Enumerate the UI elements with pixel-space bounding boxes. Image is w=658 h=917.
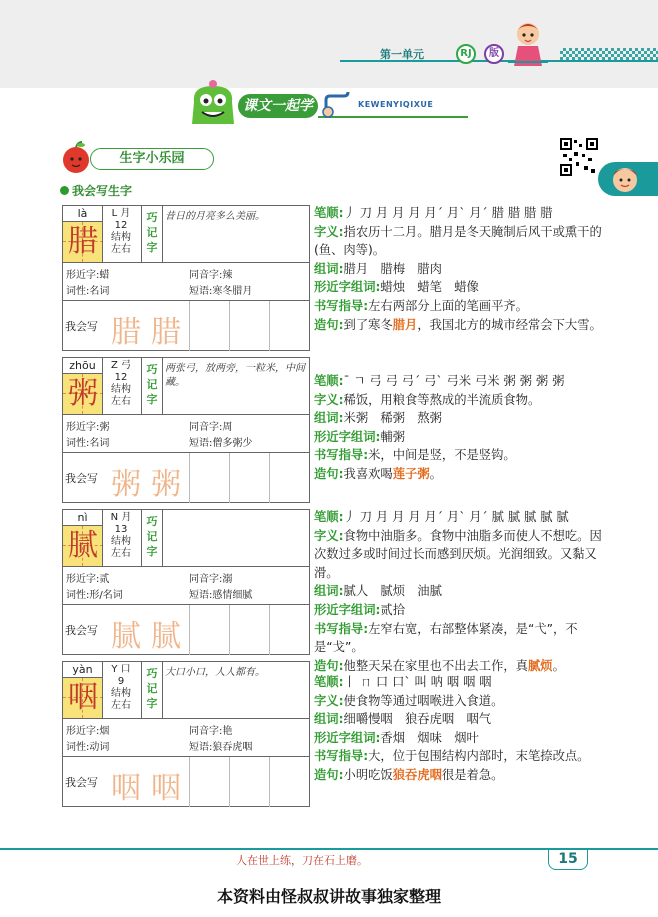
mascot-face-icon bbox=[610, 164, 640, 194]
similar-char: 形近字:烟 bbox=[66, 726, 110, 737]
phrase: 短语:僧多粥少 bbox=[189, 438, 253, 449]
edition-badge-rj: RJ bbox=[456, 44, 476, 64]
sentence-post: 很是着急。 bbox=[441, 767, 504, 782]
words-label: 组词: bbox=[314, 712, 344, 727]
words: 米粥 稀粥 熬粥 bbox=[343, 411, 442, 426]
structure-label: 结构 bbox=[111, 536, 131, 547]
mnemonic-label: 巧记字 bbox=[141, 510, 163, 566]
meaning-label: 字义: bbox=[314, 528, 344, 543]
writing-guide: 米，中间是竖，不是竖钩。 bbox=[368, 448, 516, 463]
structure-type: 左右 bbox=[111, 244, 131, 255]
stroke-count: 9 bbox=[117, 676, 125, 687]
sentence-highlight: 莲子粥 bbox=[392, 466, 430, 481]
green-monster-icon bbox=[188, 80, 238, 130]
edition-badge-ban: 版 bbox=[484, 44, 504, 64]
character-info bbox=[103, 662, 139, 718]
similar-words: 蜡烛 蜡笔 蜡像 bbox=[380, 280, 479, 295]
character-card bbox=[62, 205, 310, 351]
stroke-order: 丿 刀 月 月 月 月ˊ 月ˋ 月ˊ 腻 腻 腻 腻 腻 bbox=[343, 510, 569, 524]
words: 腻人 腻烦 油腻 bbox=[343, 584, 442, 599]
structure-type: 左右 bbox=[111, 700, 131, 711]
subsection-title: 我会写生字 bbox=[60, 182, 132, 199]
character: 粥 bbox=[68, 376, 98, 411]
character-explanation bbox=[314, 673, 604, 785]
similar-words: 香烟 烟味 烟叶 bbox=[380, 730, 479, 745]
similar-char: 形近字:贰 bbox=[66, 574, 110, 585]
practice-cell[interactable] bbox=[189, 453, 229, 503]
character-explanation bbox=[314, 204, 604, 334]
similar-char: 形近字:蜡 bbox=[66, 270, 110, 281]
character-info bbox=[103, 206, 139, 262]
trace-character: 咽 bbox=[151, 771, 181, 806]
pinyin: yàn bbox=[63, 662, 103, 678]
footer-proverb: 人在世上练，刀在石上磨。 bbox=[236, 854, 368, 867]
character-box bbox=[63, 526, 103, 566]
example-sentence-label: 造句: bbox=[314, 658, 344, 673]
header-band bbox=[0, 0, 658, 88]
practice-cell[interactable] bbox=[229, 605, 269, 655]
homophone: 同音字:艳 bbox=[189, 726, 233, 737]
unit-label: 第一单元 bbox=[380, 48, 424, 61]
related-info bbox=[63, 718, 309, 756]
banner-title: 课文一起学 bbox=[238, 94, 318, 118]
sentence-highlight: 腊月 bbox=[392, 317, 418, 332]
mnemonic-label: 巧记字 bbox=[141, 662, 163, 718]
stroke-order-label: 笔顺: bbox=[314, 510, 344, 524]
practice-cell[interactable] bbox=[269, 301, 309, 351]
mnemonic-label: 巧记字 bbox=[141, 206, 163, 262]
lesson-banner bbox=[188, 80, 472, 130]
meaning-label: 字义: bbox=[314, 224, 344, 239]
writing-guide-label: 书写指导: bbox=[314, 749, 369, 764]
trace-character: 粥 bbox=[111, 467, 141, 502]
meaning: 使食物等通过咽喉进入食道。 bbox=[343, 693, 504, 708]
structure-label: 结构 bbox=[111, 688, 131, 699]
words: 细嚼慢咽 狼吞虎咽 咽气 bbox=[343, 712, 492, 727]
trace-character: 腊 bbox=[151, 315, 181, 350]
character-info bbox=[103, 510, 139, 566]
related-info bbox=[63, 262, 309, 300]
meaning-label: 字义: bbox=[314, 392, 344, 407]
part-of-speech: 词性:名词 bbox=[66, 438, 110, 449]
related-info bbox=[63, 414, 309, 452]
banner-right-strip bbox=[318, 94, 468, 118]
character: 咽 bbox=[68, 680, 98, 715]
sentence-highlight: 狼吞虎咽 bbox=[392, 767, 442, 782]
similar-words-label: 形近字组词: bbox=[314, 602, 381, 617]
banner-subtitle: KEWENYIQIXUE bbox=[358, 100, 434, 109]
meaning: 稀饭，用粮食等熬成的半流质食物。 bbox=[343, 392, 541, 407]
writing-guide-label: 书写指导: bbox=[314, 621, 369, 636]
apple-kid-icon bbox=[60, 140, 92, 176]
stroke-count: 13 bbox=[114, 524, 128, 535]
part-of-speech: 词性:形/名词 bbox=[66, 590, 123, 601]
bullet-dot-icon bbox=[60, 186, 69, 195]
structure-label: 结构 bbox=[111, 232, 131, 243]
character-info bbox=[103, 358, 139, 414]
sentence-pre: 到了寒冬 bbox=[343, 317, 393, 332]
character-card bbox=[62, 357, 310, 503]
practice-label: 我会写 bbox=[65, 624, 98, 637]
stroke-order-label: 笔顺: bbox=[314, 675, 344, 689]
related-info bbox=[63, 566, 309, 604]
words-label: 组词: bbox=[314, 261, 344, 276]
similar-words-label: 形近字组词: bbox=[314, 730, 381, 745]
radical: L 月 bbox=[111, 208, 131, 219]
character-box bbox=[63, 678, 103, 718]
phrase: 短语:感情细腻 bbox=[189, 590, 253, 601]
sentence-pre: 他整天呆在家里也不出去工作，真 bbox=[343, 658, 528, 673]
pinyin: là bbox=[63, 206, 103, 222]
header-checker-pattern bbox=[560, 48, 658, 62]
practice-cell[interactable] bbox=[189, 605, 229, 655]
practice-area bbox=[63, 756, 309, 806]
similar-char: 形近字:粥 bbox=[66, 422, 110, 433]
trace-character: 腻 bbox=[111, 619, 141, 654]
section-title: 生字小乐园 bbox=[90, 148, 214, 170]
page-number: 15 bbox=[548, 848, 588, 870]
character-box bbox=[63, 222, 103, 262]
similar-words-label: 形近字组词: bbox=[314, 429, 381, 444]
writing-guide-label: 书写指导: bbox=[314, 448, 369, 463]
girl-mascot-icon bbox=[506, 18, 550, 68]
sentence-post: ，我国北方的城市经常会下大雪。 bbox=[417, 317, 602, 332]
practice-cell[interactable] bbox=[229, 757, 269, 807]
sentence-pre: 我喜欢喝 bbox=[343, 466, 393, 481]
practice-label: 我会写 bbox=[65, 776, 98, 789]
similar-words: 贰拾 bbox=[380, 602, 406, 617]
stroke-order: 丿 刀 月 月 月 月ˊ 月ˋ 月ˊ 腊 腊 腊 腊 bbox=[343, 206, 553, 220]
credit-line: 本资料由怪叔叔讲故事独家整理 bbox=[216, 887, 441, 906]
character: 腻 bbox=[68, 528, 98, 563]
practice-cell[interactable] bbox=[229, 301, 269, 351]
sentence-pre: 小明吃饭 bbox=[343, 767, 393, 782]
mnemonic-text: 大口小口，人人都有。 bbox=[165, 667, 265, 678]
qr-code-icon[interactable] bbox=[560, 138, 598, 176]
pointing-hand-icon bbox=[320, 84, 354, 118]
sentence-highlight: 腻烦 bbox=[527, 658, 553, 673]
character-card bbox=[62, 661, 310, 807]
structure-label: 结构 bbox=[111, 384, 131, 395]
practice-cell[interactable] bbox=[269, 453, 309, 503]
trace-character: 咽 bbox=[111, 771, 141, 806]
practice-label: 我会写 bbox=[65, 320, 98, 333]
practice-cell[interactable] bbox=[229, 453, 269, 503]
writing-guide: 大，位于包围结构内部时，末笔捺改点。 bbox=[368, 749, 590, 764]
trace-character: 腊 bbox=[111, 315, 141, 350]
pinyin: zhōu bbox=[63, 358, 103, 374]
example-sentence-label: 造句: bbox=[314, 317, 344, 332]
part-of-speech: 词性:动词 bbox=[66, 742, 110, 753]
homophone: 同音字:溺 bbox=[189, 574, 233, 585]
stroke-order: 丨 ㄇ 口 口ˋ 叫 呐 咽 咽 咽 bbox=[343, 675, 492, 689]
radical: Y 口 bbox=[111, 664, 131, 675]
meaning: 食物中油脂多。食物中油脂多而使人不想吃。因次数过多或时间过长而感到厌烦。光润细致。又黏又滑。 bbox=[314, 528, 602, 580]
radical: Z 弓 bbox=[110, 360, 132, 371]
mnemonic-text bbox=[165, 514, 309, 564]
phrase: 短语:狼吞虎咽 bbox=[189, 742, 253, 753]
character-explanation bbox=[314, 372, 604, 484]
practice-label: 我会写 bbox=[65, 472, 98, 485]
words: 腊月 腊梅 腊肉 bbox=[343, 261, 442, 276]
stroke-order-label: 笔顺: bbox=[314, 374, 344, 388]
trace-character: 腻 bbox=[151, 619, 181, 654]
meaning: 指农历十二月。腊月是冬天腌制后风干或熏干的(鱼、肉等)。 bbox=[314, 224, 602, 258]
sentence-post: 。 bbox=[552, 658, 565, 673]
pinyin: nì bbox=[63, 510, 103, 526]
homophone: 同音字:周 bbox=[189, 422, 233, 433]
writing-guide-label: 书写指导: bbox=[314, 298, 369, 313]
mnemonic-text: 两张弓，放两旁，一粒米，中间藏。 bbox=[165, 363, 305, 388]
practice-cell[interactable] bbox=[269, 605, 309, 655]
example-sentence-label: 造句: bbox=[314, 466, 344, 481]
practice-cell[interactable] bbox=[269, 757, 309, 807]
phrase: 短语:寒冬腊月 bbox=[189, 286, 253, 297]
words-label: 组词: bbox=[314, 584, 344, 599]
stroke-count: 12 bbox=[114, 372, 128, 383]
sentence-post: 。 bbox=[429, 466, 442, 481]
character-card bbox=[62, 509, 310, 655]
words-label: 组词: bbox=[314, 411, 344, 426]
similar-words: 輔粥 bbox=[380, 429, 406, 444]
stroke-count: 12 bbox=[114, 220, 128, 231]
meaning-label: 字义: bbox=[314, 693, 344, 708]
writing-guide: 左右两部分上面的笔画平齐。 bbox=[368, 298, 528, 313]
radical: N 月 bbox=[110, 512, 132, 523]
practice-area bbox=[63, 452, 309, 502]
similar-words-label: 形近字组词: bbox=[314, 280, 381, 295]
mnemonic-label: 巧记字 bbox=[141, 358, 163, 414]
stroke-order-label: 笔顺: bbox=[314, 206, 344, 220]
practice-cell[interactable] bbox=[189, 757, 229, 807]
example-sentence-label: 造句: bbox=[314, 767, 344, 782]
practice-cell[interactable] bbox=[189, 301, 229, 351]
character: 腊 bbox=[68, 224, 98, 259]
practice-area bbox=[63, 604, 309, 654]
character-box bbox=[63, 374, 103, 414]
homophone: 同音字:辣 bbox=[189, 270, 233, 281]
part-of-speech: 词性:名词 bbox=[66, 286, 110, 297]
trace-character: 粥 bbox=[151, 467, 181, 502]
practice-area bbox=[63, 300, 309, 350]
structure-type: 左右 bbox=[111, 548, 131, 559]
character-explanation bbox=[314, 508, 604, 675]
structure-type: 左右 bbox=[111, 396, 131, 407]
mnemonic-text: 昔日的月亮多么美丽。 bbox=[165, 211, 265, 222]
writing-guide: 左窄右宽，右部整体紧凑，是“弋”，不是“戈”。 bbox=[314, 621, 578, 655]
stroke-order: ˉ ㄱ 弓 弓 弓ˊ 弓ˋ 弓米 弓米 粥 粥 粥 粥 bbox=[343, 374, 565, 388]
